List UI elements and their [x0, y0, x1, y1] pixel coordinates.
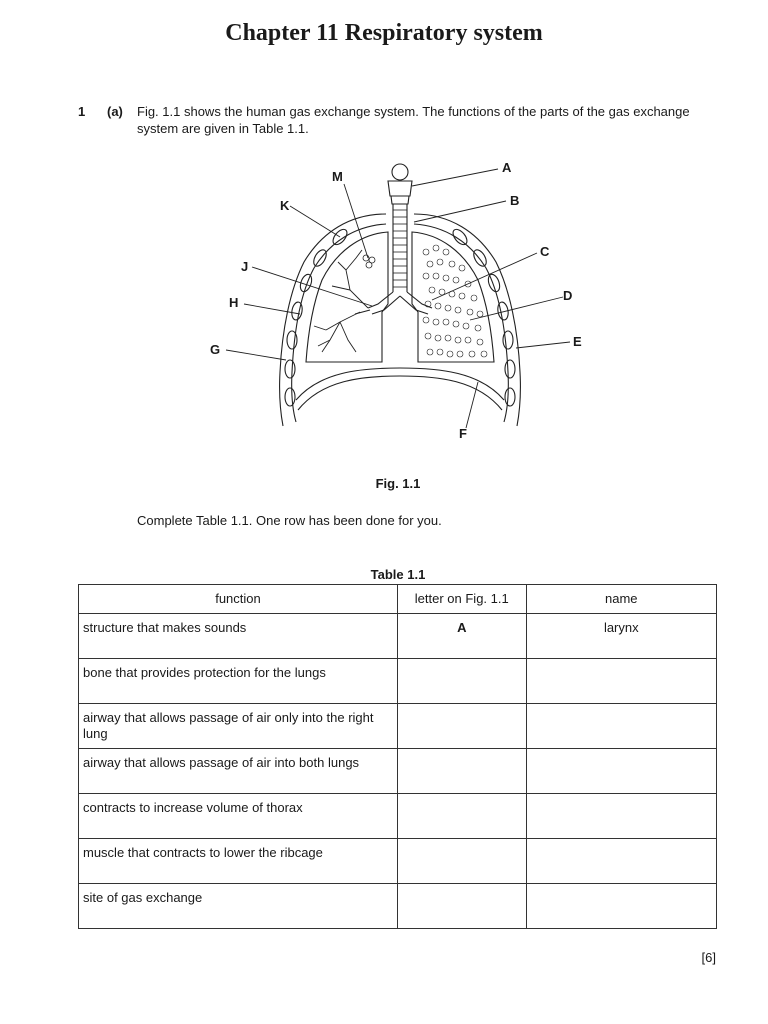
label-g: G	[210, 342, 221, 357]
name-cell[interactable]	[526, 839, 716, 884]
question-part: (a)	[107, 104, 123, 119]
function-cell: bone that provides protection for the lungs	[79, 659, 398, 704]
name-cell[interactable]	[526, 884, 716, 929]
diagram-labels	[0, 0, 768, 470]
letter-cell[interactable]	[397, 839, 526, 884]
letter-cell[interactable]	[397, 749, 526, 794]
name-cell[interactable]	[526, 794, 716, 839]
label-d: D	[563, 288, 573, 303]
figure-caption: Fig. 1.1	[375, 476, 421, 491]
function-cell: contracts to increase volume of thorax	[79, 794, 398, 839]
label-j: J	[241, 259, 249, 274]
question-text: Fig. 1.1 shows the human gas exchange system. The functions of the parts of the gas exchange system are given in Table 1.1.	[137, 104, 690, 136]
table-row	[79, 839, 717, 884]
page-title: Chapter 11 Respiratory system	[225, 20, 543, 46]
function-cell: structure that makes sounds	[79, 614, 398, 659]
question-number: 1	[78, 104, 86, 119]
name-cell: larynx	[526, 614, 716, 659]
label-f: F	[459, 426, 467, 441]
name-cell[interactable]	[526, 659, 716, 704]
letter-cell[interactable]	[397, 659, 526, 704]
function-cell: airway that allows passage of air only into the right lung	[79, 704, 398, 749]
function-cell: muscle that contracts to lower the ribcage	[79, 839, 398, 884]
header-name: name	[526, 585, 716, 614]
table-row	[79, 794, 717, 839]
name-cell[interactable]	[526, 704, 716, 749]
label-e: E	[573, 334, 582, 349]
label-m: M	[332, 169, 343, 184]
letter-cell: A	[397, 614, 526, 659]
label-k: K	[280, 198, 290, 213]
header-function: function	[79, 585, 398, 614]
name-cell[interactable]	[526, 749, 716, 794]
marks-total: [6]	[701, 950, 716, 965]
letter-cell[interactable]	[397, 794, 526, 839]
table-row	[79, 614, 717, 659]
table-row	[79, 704, 717, 749]
letter-cell[interactable]	[397, 884, 526, 929]
label-b: B	[510, 193, 520, 208]
header-letter: letter on Fig. 1.1	[397, 585, 526, 614]
table-row	[79, 659, 717, 704]
label-h: H	[229, 295, 239, 310]
label-c: C	[540, 244, 550, 259]
function-cell: airway that allows passage of air into both lungs	[79, 749, 398, 794]
table-row	[79, 749, 717, 794]
table-caption: Table 1.1	[370, 567, 426, 582]
letter-cell[interactable]	[397, 704, 526, 749]
table-row	[79, 884, 717, 929]
instruction-text: Complete Table 1.1. One row has been done for you.	[137, 513, 442, 528]
table-header-row	[79, 585, 717, 614]
function-cell: site of gas exchange	[79, 884, 398, 929]
answer-table	[78, 584, 717, 929]
label-a: A	[502, 160, 512, 175]
